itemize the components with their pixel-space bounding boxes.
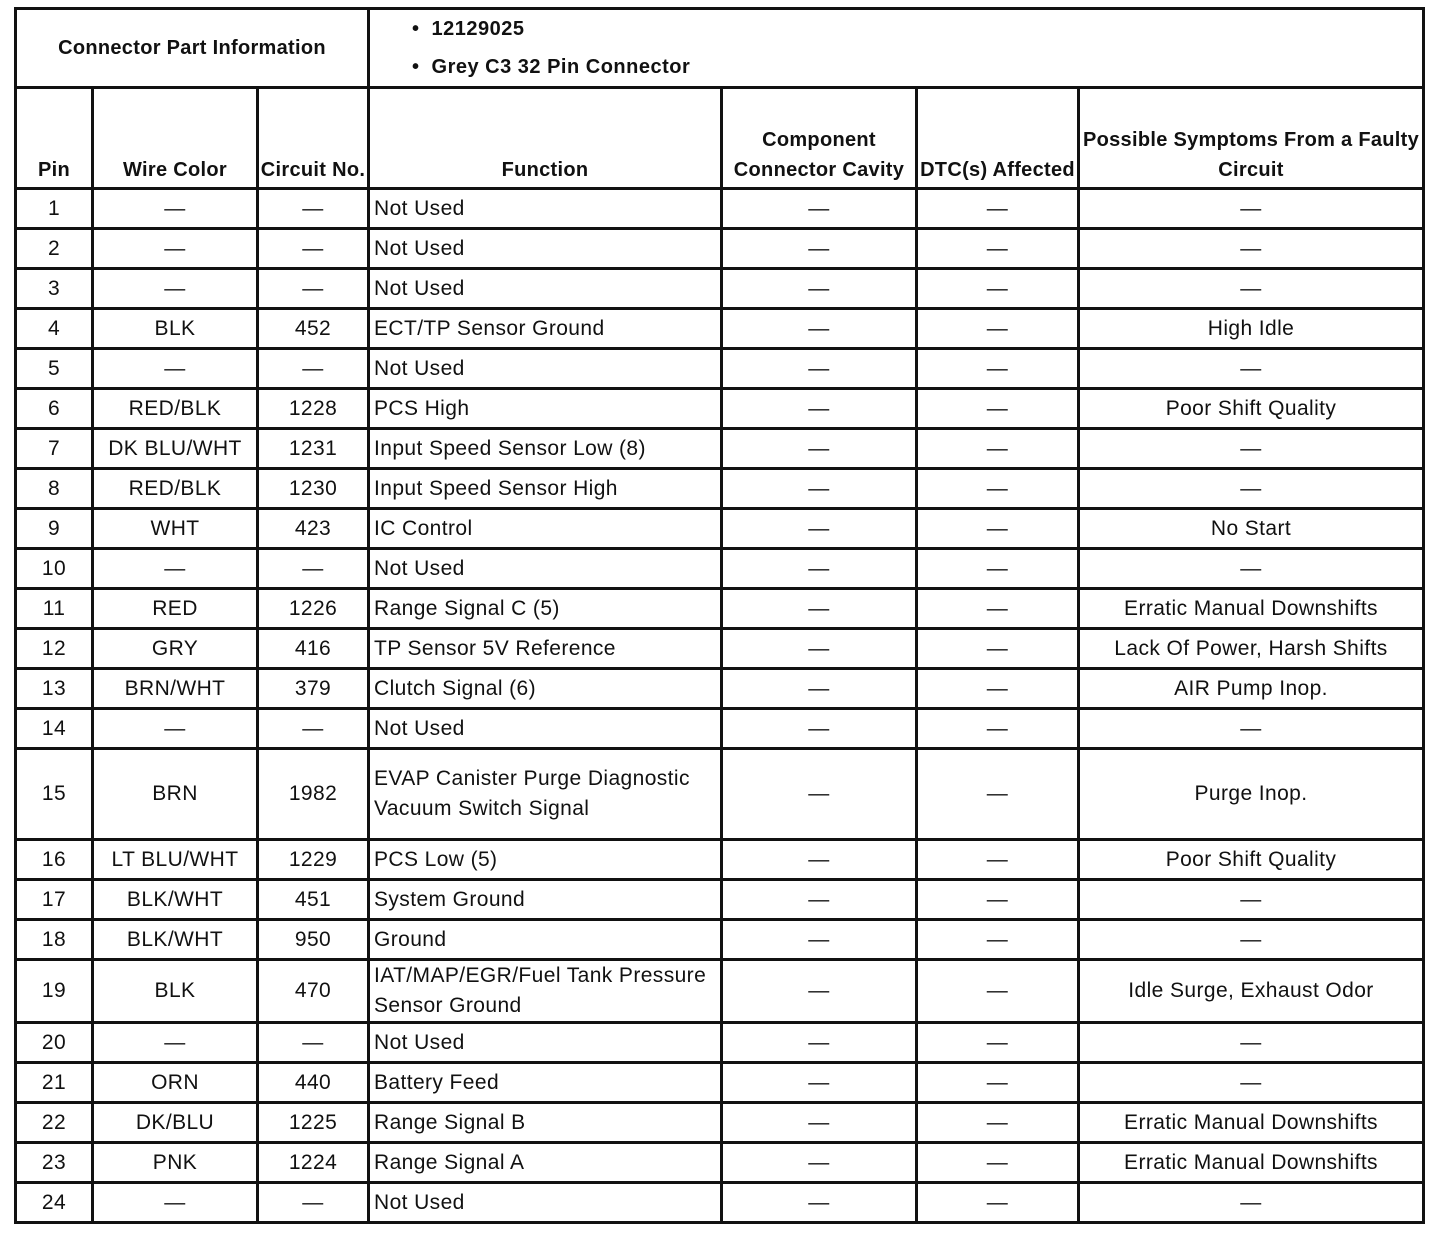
cell-pin: 10 bbox=[16, 549, 93, 589]
table-row bbox=[16, 589, 1424, 629]
cell-function: IAT/MAP/EGR/Fuel Tank Pressure Sensor Ground bbox=[369, 960, 722, 1023]
cell-pin: 19 bbox=[16, 960, 93, 1023]
table-row bbox=[16, 1023, 1424, 1063]
cell-circuit: — bbox=[258, 189, 369, 229]
cell-symptom: — bbox=[1079, 709, 1424, 749]
cell-cavity: — bbox=[722, 1103, 917, 1143]
cell-dtc: — bbox=[917, 1063, 1079, 1103]
cell-dtc: — bbox=[917, 669, 1079, 709]
cell-symptom: Purge Inop. bbox=[1079, 749, 1424, 840]
cell-dtc: — bbox=[917, 549, 1079, 589]
cell-pin: 12 bbox=[16, 629, 93, 669]
cell-function: Not Used bbox=[369, 269, 722, 309]
cell-pin: 1 bbox=[16, 189, 93, 229]
cell-cavity: — bbox=[722, 189, 917, 229]
cell-pin: 5 bbox=[16, 349, 93, 389]
cell-pin: 6 bbox=[16, 389, 93, 429]
cell-function: Range Signal A bbox=[369, 1143, 722, 1183]
cell-circuit: 416 bbox=[258, 629, 369, 669]
cell-dtc: — bbox=[917, 709, 1079, 749]
cell-pin: 11 bbox=[16, 589, 93, 629]
header-function: Function bbox=[369, 88, 722, 189]
cell-function: ECT/TP Sensor Ground bbox=[369, 309, 722, 349]
cell-dtc: — bbox=[917, 189, 1079, 229]
table-row bbox=[16, 1103, 1424, 1143]
table-row bbox=[16, 509, 1424, 549]
cell-circuit: 950 bbox=[258, 920, 369, 960]
cell-wire-color: WHT bbox=[93, 509, 258, 549]
cell-circuit: — bbox=[258, 349, 369, 389]
cell-function: TP Sensor 5V Reference bbox=[369, 629, 722, 669]
cell-dtc: — bbox=[917, 960, 1079, 1023]
cell-circuit: — bbox=[258, 229, 369, 269]
cell-wire-color: — bbox=[93, 349, 258, 389]
cell-wire-color: DK BLU/WHT bbox=[93, 429, 258, 469]
table-row bbox=[16, 349, 1424, 389]
cell-pin: 13 bbox=[16, 669, 93, 709]
cell-wire-color: BLK/WHT bbox=[93, 920, 258, 960]
cell-cavity: — bbox=[722, 960, 917, 1023]
cell-cavity: — bbox=[722, 429, 917, 469]
cell-circuit: — bbox=[258, 269, 369, 309]
cell-cavity: — bbox=[722, 1183, 917, 1223]
cell-wire-color: BLK bbox=[93, 309, 258, 349]
cell-symptom: — bbox=[1079, 469, 1424, 509]
cell-wire-color: BRN/WHT bbox=[93, 669, 258, 709]
table-row bbox=[16, 469, 1424, 509]
connector-info-row bbox=[16, 9, 1424, 88]
cell-symptom: — bbox=[1079, 229, 1424, 269]
cell-cavity: — bbox=[722, 229, 917, 269]
header-pin: Pin bbox=[16, 88, 93, 189]
table-row bbox=[16, 709, 1424, 749]
cell-symptom: High Idle bbox=[1079, 309, 1424, 349]
cell-circuit: 1228 bbox=[258, 389, 369, 429]
cell-dtc: — bbox=[917, 1023, 1079, 1063]
cell-symptom: — bbox=[1079, 880, 1424, 920]
cell-function: PCS Low (5) bbox=[369, 840, 722, 880]
cell-pin: 18 bbox=[16, 920, 93, 960]
cell-wire-color: ORN bbox=[93, 1063, 258, 1103]
cell-wire-color: — bbox=[93, 229, 258, 269]
cell-wire-color: LT BLU/WHT bbox=[93, 840, 258, 880]
cell-function: Not Used bbox=[369, 1183, 722, 1223]
cell-dtc: — bbox=[917, 469, 1079, 509]
header-circuit: Circuit No. bbox=[258, 88, 369, 189]
cell-circuit: 452 bbox=[258, 309, 369, 349]
cell-symptom: No Start bbox=[1079, 509, 1424, 549]
cell-pin: 20 bbox=[16, 1023, 93, 1063]
cell-symptom: — bbox=[1079, 920, 1424, 960]
cell-function: Input Speed Sensor High bbox=[369, 469, 722, 509]
cell-symptom: — bbox=[1079, 429, 1424, 469]
cell-wire-color: — bbox=[93, 1023, 258, 1063]
cell-cavity: — bbox=[722, 920, 917, 960]
cell-dtc: — bbox=[917, 589, 1079, 629]
cell-wire-color: DK/BLU bbox=[93, 1103, 258, 1143]
header-wire-color: Wire Color bbox=[93, 88, 258, 189]
header-symptoms: Possible Symptoms From a Faulty Circuit bbox=[1079, 88, 1424, 189]
connector-info-table bbox=[14, 7, 1425, 89]
cell-symptom: Poor Shift Quality bbox=[1079, 389, 1424, 429]
cell-pin: 21 bbox=[16, 1063, 93, 1103]
cell-cavity: — bbox=[722, 309, 917, 349]
cell-circuit: 1230 bbox=[258, 469, 369, 509]
cell-cavity: — bbox=[722, 709, 917, 749]
table-row bbox=[16, 309, 1424, 349]
cell-function: EVAP Canister Purge Diagnostic Vacuum Switch Signal bbox=[369, 749, 722, 840]
cell-circuit: 1982 bbox=[258, 749, 369, 840]
cell-wire-color: RED/BLK bbox=[93, 469, 258, 509]
cell-dtc: — bbox=[917, 269, 1079, 309]
cell-dtc: — bbox=[917, 429, 1079, 469]
cell-function: Input Speed Sensor Low (8) bbox=[369, 429, 722, 469]
cell-dtc: — bbox=[917, 629, 1079, 669]
cell-symptom: Idle Surge, Exhaust Odor bbox=[1079, 960, 1424, 1023]
cell-cavity: — bbox=[722, 629, 917, 669]
connector-info-label: Connector Part Information bbox=[16, 9, 369, 88]
cell-pin: 8 bbox=[16, 469, 93, 509]
cell-dtc: — bbox=[917, 509, 1079, 549]
cell-symptom: AIR Pump Inop. bbox=[1079, 669, 1424, 709]
cell-cavity: — bbox=[722, 880, 917, 920]
header-cavity: Component Connector Cavity bbox=[722, 88, 917, 189]
pin-rows bbox=[16, 189, 1424, 1223]
cell-cavity: — bbox=[722, 549, 917, 589]
header-dtc: DTC(s) Affected bbox=[917, 88, 1079, 189]
cell-wire-color: BRN bbox=[93, 749, 258, 840]
cell-pin: 14 bbox=[16, 709, 93, 749]
table-row bbox=[16, 429, 1424, 469]
header-row bbox=[16, 88, 1424, 189]
cell-pin: 17 bbox=[16, 880, 93, 920]
cell-symptom: — bbox=[1079, 349, 1424, 389]
cell-wire-color: RED/BLK bbox=[93, 389, 258, 429]
cell-pin: 23 bbox=[16, 1143, 93, 1183]
table-row bbox=[16, 1063, 1424, 1103]
cell-circuit: 470 bbox=[258, 960, 369, 1023]
connector-info-details bbox=[369, 9, 1424, 88]
table-row bbox=[16, 920, 1424, 960]
cell-symptom: Lack Of Power, Harsh Shifts bbox=[1079, 629, 1424, 669]
cell-circuit: 1226 bbox=[258, 589, 369, 629]
cell-function: Range Signal C (5) bbox=[369, 589, 722, 629]
cell-circuit: — bbox=[258, 549, 369, 589]
cell-wire-color: BLK/WHT bbox=[93, 880, 258, 920]
cell-dtc: — bbox=[917, 389, 1079, 429]
cell-dtc: — bbox=[917, 749, 1079, 840]
cell-cavity: — bbox=[722, 1143, 917, 1183]
cell-pin: 7 bbox=[16, 429, 93, 469]
cell-function: Clutch Signal (6) bbox=[369, 669, 722, 709]
table-row bbox=[16, 960, 1424, 1023]
cell-symptom: — bbox=[1079, 1063, 1424, 1103]
cell-symptom: Erratic Manual Downshifts bbox=[1079, 1103, 1424, 1143]
cell-circuit: 1224 bbox=[258, 1143, 369, 1183]
cell-function: IC Control bbox=[369, 509, 722, 549]
cell-cavity: — bbox=[722, 1063, 917, 1103]
cell-cavity: — bbox=[722, 269, 917, 309]
connector-part-number: • 12129025 bbox=[412, 10, 1422, 48]
table-row bbox=[16, 1183, 1424, 1223]
cell-function: Not Used bbox=[369, 709, 722, 749]
cell-circuit: 1229 bbox=[258, 840, 369, 880]
table-row bbox=[16, 389, 1424, 429]
cell-dtc: — bbox=[917, 920, 1079, 960]
cell-dtc: — bbox=[917, 349, 1079, 389]
cell-cavity: — bbox=[722, 389, 917, 429]
cell-function: Not Used bbox=[369, 349, 722, 389]
cell-circuit: 379 bbox=[258, 669, 369, 709]
cell-wire-color: RED bbox=[93, 589, 258, 629]
cell-circuit: — bbox=[258, 1023, 369, 1063]
cell-cavity: — bbox=[722, 349, 917, 389]
cell-pin: 2 bbox=[16, 229, 93, 269]
cell-symptom: Erratic Manual Downshifts bbox=[1079, 1143, 1424, 1183]
cell-function: Not Used bbox=[369, 549, 722, 589]
cell-circuit: 451 bbox=[258, 880, 369, 920]
cell-dtc: — bbox=[917, 229, 1079, 269]
cell-cavity: — bbox=[722, 840, 917, 880]
cell-dtc: — bbox=[917, 840, 1079, 880]
cell-function: System Ground bbox=[369, 880, 722, 920]
cell-dtc: — bbox=[917, 880, 1079, 920]
cell-circuit: — bbox=[258, 1183, 369, 1223]
cell-pin: 24 bbox=[16, 1183, 93, 1223]
cell-wire-color: BLK bbox=[93, 960, 258, 1023]
cell-dtc: — bbox=[917, 1143, 1079, 1183]
cell-pin: 9 bbox=[16, 509, 93, 549]
table-row bbox=[16, 549, 1424, 589]
table-row bbox=[16, 749, 1424, 840]
cell-function: Range Signal B bbox=[369, 1103, 722, 1143]
cell-pin: 16 bbox=[16, 840, 93, 880]
cell-circuit: 423 bbox=[258, 509, 369, 549]
cell-wire-color: — bbox=[93, 1183, 258, 1223]
cell-cavity: — bbox=[722, 749, 917, 840]
cell-dtc: — bbox=[917, 1103, 1079, 1143]
cell-function: Not Used bbox=[369, 1023, 722, 1063]
cell-wire-color: GRY bbox=[93, 629, 258, 669]
cell-cavity: — bbox=[722, 1023, 917, 1063]
cell-symptom: — bbox=[1079, 1183, 1424, 1223]
cell-symptom: — bbox=[1079, 269, 1424, 309]
table-row bbox=[16, 1143, 1424, 1183]
cell-circuit: — bbox=[258, 709, 369, 749]
cell-pin: 15 bbox=[16, 749, 93, 840]
cell-cavity: — bbox=[722, 589, 917, 629]
table-row bbox=[16, 189, 1424, 229]
cell-pin: 22 bbox=[16, 1103, 93, 1143]
connector-description: • Grey C3 32 Pin Connector bbox=[412, 48, 1422, 86]
connector-info-list bbox=[370, 10, 1422, 86]
pinout-table bbox=[14, 86, 1425, 1224]
cell-wire-color: — bbox=[93, 709, 258, 749]
cell-cavity: — bbox=[722, 669, 917, 709]
cell-symptom: — bbox=[1079, 549, 1424, 589]
cell-wire-color: — bbox=[93, 189, 258, 229]
cell-function: Ground bbox=[369, 920, 722, 960]
table-row bbox=[16, 269, 1424, 309]
table-row bbox=[16, 840, 1424, 880]
table-row bbox=[16, 229, 1424, 269]
cell-wire-color: PNK bbox=[93, 1143, 258, 1183]
cell-symptom: Poor Shift Quality bbox=[1079, 840, 1424, 880]
cell-dtc: — bbox=[917, 309, 1079, 349]
table-row bbox=[16, 880, 1424, 920]
table-row bbox=[16, 629, 1424, 669]
cell-function: Battery Feed bbox=[369, 1063, 722, 1103]
cell-pin: 3 bbox=[16, 269, 93, 309]
cell-circuit: 1231 bbox=[258, 429, 369, 469]
cell-function: Not Used bbox=[369, 229, 722, 269]
connector-sheet bbox=[14, 7, 1422, 1224]
cell-symptom: — bbox=[1079, 1023, 1424, 1063]
table-row bbox=[16, 669, 1424, 709]
cell-symptom: — bbox=[1079, 189, 1424, 229]
cell-symptom: Erratic Manual Downshifts bbox=[1079, 589, 1424, 629]
cell-wire-color: — bbox=[93, 549, 258, 589]
cell-circuit: 1225 bbox=[258, 1103, 369, 1143]
cell-pin: 4 bbox=[16, 309, 93, 349]
cell-cavity: — bbox=[722, 509, 917, 549]
cell-function: Not Used bbox=[369, 189, 722, 229]
cell-cavity: — bbox=[722, 469, 917, 509]
cell-wire-color: — bbox=[93, 269, 258, 309]
cell-circuit: 440 bbox=[258, 1063, 369, 1103]
cell-function: PCS High bbox=[369, 389, 722, 429]
cell-dtc: — bbox=[917, 1183, 1079, 1223]
